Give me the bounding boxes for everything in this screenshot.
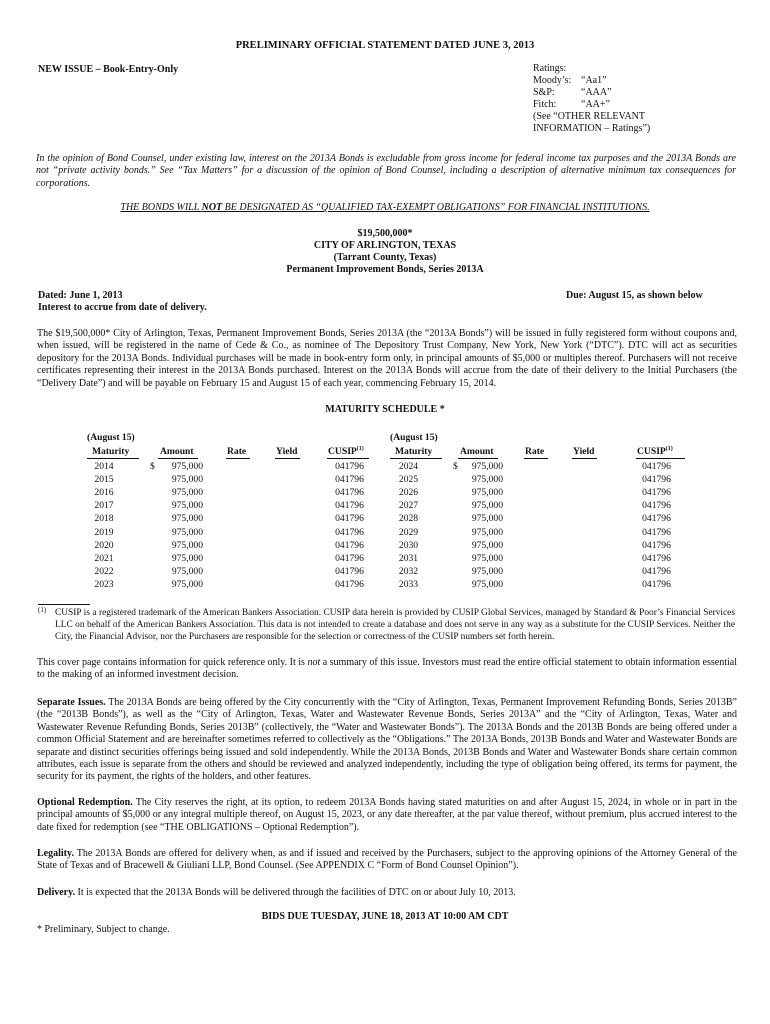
col-header-amount: Amount [460,446,494,457]
cusip-number: 041796 [335,526,364,538]
issuer-name: CITY OF ARLINGTON, TEXAS [313,240,457,251]
legality-text: The 2013A Bonds are offered for delivery when, as and if issued and received by the Purchasers, subject to the approving opinions of the Attorney General of the State of Texas and of Bracewell & Giuliani LLP, Bond Counsel. (See APPENDIX C “Form of Bond Counsel Opinion”). [37,848,737,872]
cusip-number: 041796 [642,513,671,525]
cusip-footnote-ref: (1) [665,445,673,452]
cusip-number: 041796 [642,552,671,564]
optional-redemption-heading: Optional Redemption. [37,797,133,808]
principal-amount: 975,000 [171,500,203,512]
cusip-number: 041796 [335,513,364,525]
dollar-sign: $ [453,461,458,472]
maturity-year: 2025 [398,474,419,486]
qualified-notice-pre: THE BONDS WILL [120,202,202,213]
rating-agency: Fitch: [533,99,557,110]
optional-redemption-text: The City reserves the right, at its option, to redeem 2013A Bonds having stated maturities on and after August 15, 2024, in whole or in part in the principal amounts of $5,000 or any integral multiple thereof, on August 15, 2023, or any date thereafter, at the par value thereof, without premium, plus accrued interest to the date fixed for redemption (see “THE OBLIGATIONS – Optional Redemption”). [37,797,737,833]
bids-due-notice: BIDS DUE TUESDAY, JUNE 18, 2013 AT 10:00 AM CDT [261,911,509,922]
dollar-sign: $ [150,461,155,472]
preliminary-note: * Preliminary, Subject to change. [37,924,170,935]
maturity-year: 2020 [94,539,114,551]
due-date: Due: August 15, as shown below [566,290,703,301]
maturity-schedule-title: MATURITY SCHEDULE * [325,404,445,415]
qualified-notice-not: NOT [201,202,223,213]
cover-note-pre: This cover page contains information for quick reference only. It is [37,657,308,668]
cusip-number: 041796 [335,565,364,577]
cusip-number: 041796 [335,487,364,499]
cusip-number: 041796 [642,526,671,538]
maturity-year: 2022 [94,565,114,577]
principal-amount: 975,000 [171,552,203,564]
maturity-year: 2031 [398,552,419,564]
maturity-year: 2023 [94,578,114,590]
ratings-label: Ratings: [533,63,567,74]
interest-accrual: Interest to accrue from date of delivery. [38,302,207,314]
cusip-number: 041796 [642,539,671,551]
cusip-number: 041796 [335,474,364,486]
principal-amount: 975,000 [171,526,203,538]
ratings-see-line-2: INFORMATION – Ratings”) [533,123,651,134]
maturity-year: 2024 [398,461,419,472]
col-group-header: (August 15) [87,432,135,443]
maturity-year: 2019 [94,526,114,538]
principal-amount: 975,000 [471,513,503,525]
delivery-paragraph [37,887,737,899]
principal-amount: 975,000 [471,552,503,564]
cusip-number: 041796 [642,565,671,577]
header-underline [458,458,498,459]
new-issue-label: NEW ISSUE – Book-Entry-Only [38,64,179,75]
maturity-year: 2030 [398,539,419,551]
principal-amount: 975,000 [171,513,203,525]
rating-value: “AA+” [581,99,610,110]
header-underline [572,458,597,459]
header-underline [390,458,442,459]
document-title: PRELIMINARY OFFICIAL STATEMENT DATED JUNE 3, 2013 [235,40,535,51]
maturity-year: 2018 [94,513,114,525]
maturity-year: 2028 [398,513,419,525]
principal-amount: 975,000 [471,474,503,486]
cover-note-not: not [307,657,321,668]
col-header-maturity: Maturity [92,446,130,457]
cusip-number: 041796 [642,578,671,590]
principal-amount: 975,000 [171,578,203,590]
maturity-year: 2017 [94,500,114,512]
principal-amount: 975,000 [171,565,203,577]
footnote-rule [38,604,90,605]
legality-paragraph [37,848,737,873]
footnote-marker: (1) [38,606,47,614]
maturity-year: 2033 [398,578,419,590]
principal-amount: 975,000 [471,578,503,590]
bond-series: Permanent Improvement Bonds, Series 2013A [286,264,484,275]
rating-agency: S&P: [533,87,555,98]
maturity-year: 2029 [398,526,419,538]
separate-issues-paragraph [37,697,737,784]
principal-amount: 975,000 [471,500,503,512]
separate-issues-heading: Separate Issues. [37,697,106,708]
principal-amount: 975,000 [471,487,503,499]
cusip-label: CUSIP [637,446,666,457]
cusip-number: 041796 [335,539,364,551]
cusip-number: 041796 [642,487,671,499]
legality-heading: Legality. [37,848,74,859]
ratings-see-line-1: (See “OTHER RELEVANT [533,111,646,122]
principal-amount: 975,000 [171,474,203,486]
cusip-number: 041796 [642,500,671,512]
maturity-year: 2016 [94,487,114,499]
rating-agency: Moody’s: [533,75,572,86]
delivery-text: It is expected that the 2013A Bonds will be delivered through the facilities of DTC on or about July 10, 2013. [75,887,516,898]
principal-amount: 975,000 [171,539,203,551]
issue-amount: $19,500,000* [357,228,413,239]
col-header-yield: Yield [276,446,298,457]
principal-amount: 975,000 [171,461,203,472]
principal-amount: 975,000 [471,539,503,551]
maturity-year: 2027 [398,500,419,512]
maturity-year: 2026 [398,487,419,499]
maturity-year: 2032 [398,565,419,577]
intro-paragraph: The $19,500,000* City of Arlington, Texas, Permanent Improvement Bonds, Series 2013A (the “2013A Bonds”) will be issued in fully registered form without coupons and, when issued, will be registered in the name of Cede & Co., as nominee of The Depository Trust Company, New York, New York (“DTC”). DTC will act as securities depository for the 2013A Bonds. Individual purchases will be made in book-entry form only, in principal amounts of $5,000 or multiples thereof. Purchasers will not receive certificates representing their interest in the 2013A Bonds purchased. Interest on the 2013A Bonds will accrue from the date of their delivery to the Initial Purchasers (the “Delivery Date”) and will be payable on February 15 and August 15 of each year, commencing February 15, 2014. [37,328,737,389]
cusip-number: 041796 [335,461,364,472]
delivery-heading: Delivery. [37,887,76,898]
header-underline [524,458,548,459]
cusip-number: 041796 [642,461,671,472]
col-header-rate: Rate [525,446,545,457]
col-header-amount: Amount [160,446,194,457]
col-header-maturity: Maturity [395,446,433,457]
cusip-footnote: CUSIP is a registered trademark of the American Bankers Association. CUSIP data herein is provided by CUSIP Global Services, managed by Standard & Poor’s Financial Services LLC on behalf of the American Bankers Association. This data is not intended to create a database and does not serve in any way as a substitute for the CUSIP Services. Neither the City, the Financial Advisor, nor the Purchasers are responsible for the selection or correctness of the CUSIP numbers set forth herein. [55,608,735,642]
principal-amount: 975,000 [471,461,503,472]
cusip-number: 041796 [642,474,671,486]
tax-opinion: In the opinion of Bond Counsel, under existing law, interest on the 2013A Bonds is excludable from gross income for federal income tax purposes and the 2013A Bonds are not “private activity bonds.” See “Tax Matters” for a discussion of the opinion of Bond Counsel, including a description of alternative minimum tax consequences for corporations. [36,153,736,189]
col-group-header: (August 15) [390,432,438,443]
cusip-footnote-ref: (1) [356,445,364,452]
maturity-year: 2021 [94,552,114,564]
cusip-label: CUSIP [328,446,357,457]
cusip-number: 041796 [335,578,364,590]
separate-issues-text: The 2013A Bonds are being offered by the City concurrently with the “City of Arlington, Texas, Permanent Improvement Refunding Bonds, Series 2013B” (the “2013B Bonds”), as well as the “City of Arlington, Texas, Water and Wastewater Revenue Bonds, Series 2013A” and the “City of Arlington, Texas, Water and Wastewater Revenue Refunding Bonds, Series 2013B” (collectively, the “Water and Wastewater Bonds”). The 2013A Bonds and the 2013B Bonds are being offered under a common Official Statement and are hereinafter sometimes referred to collectively as the “Obligations.” The 2013A Bonds, 2013B Bonds and Water and Wastewater Bonds are separate and distinct securities offerings being issued and sold independently. While the 2013A Bonds, 2013B Bonds and Water and Wastewater Bonds share certain common attributes, each issue is separate from the others and should be reviewed and analyzed independently, including the type of obligation being offered, its terms for payment, the security for its payment, the rights of the holders, and other features. [37,697,737,783]
maturity-year: 2014 [94,461,114,472]
issuer-county: (Tarrant County, Texas) [333,252,437,263]
principal-amount: 975,000 [471,565,503,577]
principal-amount: 975,000 [171,487,203,499]
optional-redemption-paragraph [37,797,737,834]
dated-date: Dated: June 1, 2013 [38,290,123,301]
header-underline [636,458,685,459]
maturity-year: 2015 [94,474,114,486]
col-header-yield: Yield [573,446,595,457]
qualified-notice-post: BE DESIGNATED AS “QUALIFIED TAX-EXEMPT OBLIGATIONS” FOR FINANCIAL INSTITUTIONS. [222,202,650,213]
cover-page-note [37,657,737,682]
principal-amount: 975,000 [471,526,503,538]
col-header-rate: Rate [227,446,247,457]
cusip-number: 041796 [335,552,364,564]
rating-value: “Aa1” [581,75,607,86]
col-header-cusip [637,446,673,457]
rating-value: “AAA” [581,87,612,98]
cover-note-post: a summary of this issue. Investors must read the entire official statement to obtain information essential to the making of an informed investment decision. [37,657,737,681]
cusip-number: 041796 [335,500,364,512]
